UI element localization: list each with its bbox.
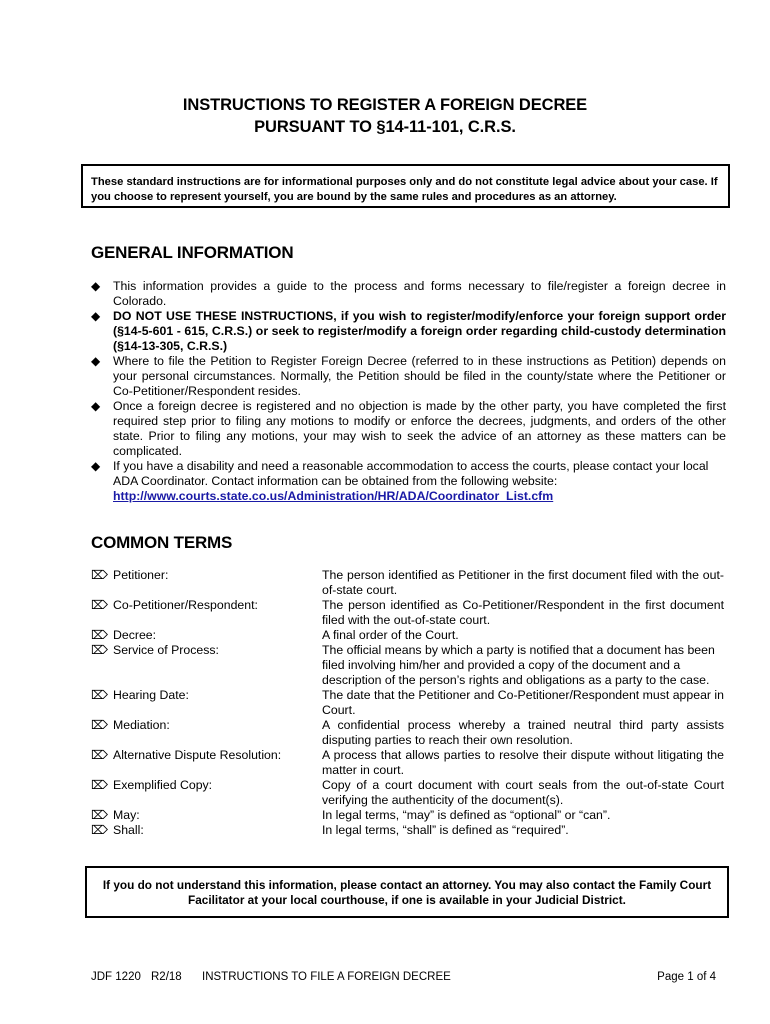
arrow-box-icon: ⌦ [91,808,108,822]
document-title [0,94,770,138]
arrow-box-icon: ⌦ [91,778,108,792]
term-label: Service of Process: [113,643,219,657]
common-terms-heading: COMMON TERMS [91,533,233,552]
notice-text: If you do not understand this information, please contact an attorney. You may also contact the Family Court Facilitator at your local courthouse, if one is available in your Judicial District. [102,878,712,907]
revision: R2/18 [151,971,182,983]
arrow-box-icon: ⌦ [91,568,108,582]
term-label: May: [113,808,140,822]
term-label: Exemplified Copy: [113,778,213,792]
term-row-co-petitioner [91,598,726,628]
diamond-bullet-icon: ◆ [91,354,101,368]
list-item: ◆ If you have a disability and need a reasonable accommodation to access the courts, please contact your local ADA Coordinator. Contact information can be obtained from the following website: http://www.courts.state.co.us/Administration/HR/ADA/Coordinator_List.cfm [91,459,709,503]
term-definition: The person identified as Petitioner in the first document filed with the out-of-state court. [322,568,724,597]
page-footer [91,971,716,983]
title-line-2: PURSUANT TO §14-11-101, C.R.S. [254,118,516,136]
term-row-decree [91,628,726,643]
term-row-hearing-date [91,688,726,718]
term-row-shall [91,823,726,838]
arrow-box-icon: ⌦ [91,748,108,762]
common-terms-list [91,568,726,838]
footer-title: INSTRUCTIONS TO FILE A FOREIGN DECREE [202,971,451,983]
term-row-adr [91,748,726,778]
term-definition: Copy of a court document with court seals from the out-of-state Court verifying the authenticity of the document(s). [322,778,724,807]
term-label: Decree: [113,628,157,642]
term-row-exemplified-copy [91,778,726,808]
arrow-box-icon: ⌦ [91,688,108,702]
disclaimer-box [81,164,730,208]
general-information-list [91,279,726,504]
term-definition: A process that allows parties to resolve their dispute without litigating the matter in court. [322,748,724,777]
notice-box [85,866,729,918]
diamond-bullet-icon: ◆ [91,459,101,473]
term-label: Shall: [113,823,144,837]
diamond-bullet-icon: ◆ [91,399,101,413]
term-definition: A final order of the Court. [322,628,459,642]
page-number: Page 1 of 4 [657,971,716,983]
term-row-service-of-process [91,643,726,688]
term-definition: The person identified as Co-Petitioner/Respondent in the first document filed with the out-of-state court. [322,598,724,627]
term-definition: The official means by which a party is notified that a document has been filed involving him/her and provided a copy of the document and a description of the person’s rights and obligations as a party to the case. [322,643,715,687]
term-label: Co-Petitioner/Respondent: [113,598,258,612]
term-definition: In legal terms, “may” is defined as “optional” or “can”. [322,808,611,822]
term-label: Hearing Date: [113,688,189,702]
term-label: Petitioner: [113,568,169,582]
term-row-may [91,808,726,823]
title-line-1: INSTRUCTIONS TO REGISTER A FOREIGN DECREE [182,96,588,114]
ada-coordinator-link[interactable]: http://www.courts.state.co.us/Administration/HR/ADA/Coordinator_List.cfm [113,489,554,503]
arrow-box-icon: ⌦ [91,628,108,642]
arrow-box-icon: ⌦ [91,598,108,612]
term-definition: In legal terms, “shall” is defined as “required”. [322,823,569,837]
list-item: ◆ Once a foreign decree is registered and no objection is made by the other party, you have completed the first required step prior to filing any motions to modify or enforce the decrees, judgments, and orders of the other state. Prior to filing any motions, your may wish to seek the advice of an attorney as these matters can be complicated. [91,399,726,458]
arrow-box-icon: ⌦ [91,823,108,837]
diamond-bullet-icon: ◆ [91,309,101,323]
list-item: ◆ Where to file the Petition to Register Foreign Decree (referred to in these instructions as Petition) depends on your personal circumstances. Normally, the Petition should be filed in the county/state where the Petitioner or Co-Petitioner/Respondent resides. [91,354,726,398]
term-definition: A confidential process whereby a trained neutral third party assists disputing parties to reach their own resolution. [322,718,724,747]
diamond-bullet-icon: ◆ [91,279,101,293]
arrow-box-icon: ⌦ [91,718,108,732]
term-row-petitioner [91,568,726,598]
term-label: Alternative Dispute Resolution: [113,748,282,762]
arrow-box-icon: ⌦ [91,643,108,657]
list-item: ◆ DO NOT USE THESE INSTRUCTIONS, if you wish to register/modify/enforce your foreign support order (§14-5-601 - 615, C.R.S.) or seek to register/modify a foreign order regarding child-custody determination (§14-13-305, C.R.S.) [91,309,726,353]
form-id: JDF 1220 [91,971,141,983]
general-information-heading: GENERAL INFORMATION [91,243,294,262]
term-definition: The date that the Petitioner and Co-Petitioner/Respondent must appear in Court. [322,688,724,717]
term-row-mediation [91,718,726,748]
disclaimer-text: These standard instructions are for informational purposes only and do not constitute legal advice about your case. If you choose to represent yourself, you are bound by the same rules and procedures as an attorney. [91,176,718,203]
list-item: ◆ This information provides a guide to the process and forms necessary to file/register a foreign decree in Colorado. [91,279,726,308]
term-label: Mediation: [113,718,170,732]
